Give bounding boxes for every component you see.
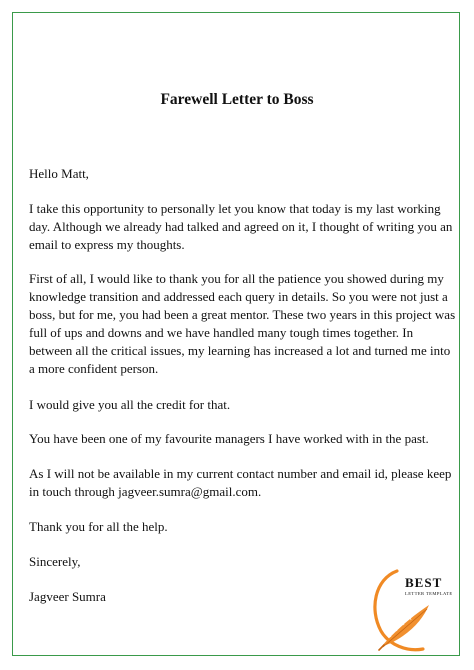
paragraph-2-line: First of all, I would like to thank you for all the patience you showed during my	[29, 271, 444, 286]
paragraph-5-line: in touch through jagveer.sumra@gmail.com.	[29, 484, 262, 499]
paragraph-1-line: email to express my thoughts.	[29, 237, 185, 252]
feather-quill-icon	[379, 605, 429, 650]
best-letter-template-logo	[367, 565, 461, 655]
paragraph-2	[29, 270, 456, 378]
logo-tagline: LETTER TEMPLATE	[405, 591, 453, 596]
paragraph-1-line: day. Although we already had talked and agreed on it, I thought of writing you an	[29, 219, 453, 234]
paragraph-2-line: knowledge transition and addressed each query in details. So you were not just a	[29, 289, 448, 304]
paragraph-2-line: a more confident person.	[29, 361, 159, 376]
paragraph-2-line: full of ups and downs and we have handled many tough times together. In	[29, 325, 414, 340]
paragraph-4: You have been one of my favourite managers I have worked with in the past.	[29, 431, 429, 446]
paragraph-2-line: between all the critical issues, my learning has increased a lot and turned me into	[29, 343, 451, 358]
paragraph-1-line: I take this opportunity to personally let you know that today is my last working	[29, 201, 441, 216]
logo-wordmark: BEST	[405, 575, 443, 590]
paragraph-5-line: As I will not be available in my current contact number and email id, please keep	[29, 466, 452, 481]
salutation: Hello Matt,	[29, 166, 89, 181]
paragraph-1	[29, 200, 453, 254]
signature: Jagveer Sumra	[29, 589, 106, 604]
closing: Sincerely,	[29, 554, 81, 569]
paragraph-3: I would give you all the credit for that.	[29, 397, 231, 412]
paragraph-6: Thank you for all the help.	[29, 519, 168, 534]
paragraph-5	[29, 465, 452, 501]
paragraph-2-line: boss, but for me, you had been a great mentor. These two years in this project was	[29, 307, 456, 322]
letter-title: Farewell Letter to Boss	[160, 91, 314, 108]
